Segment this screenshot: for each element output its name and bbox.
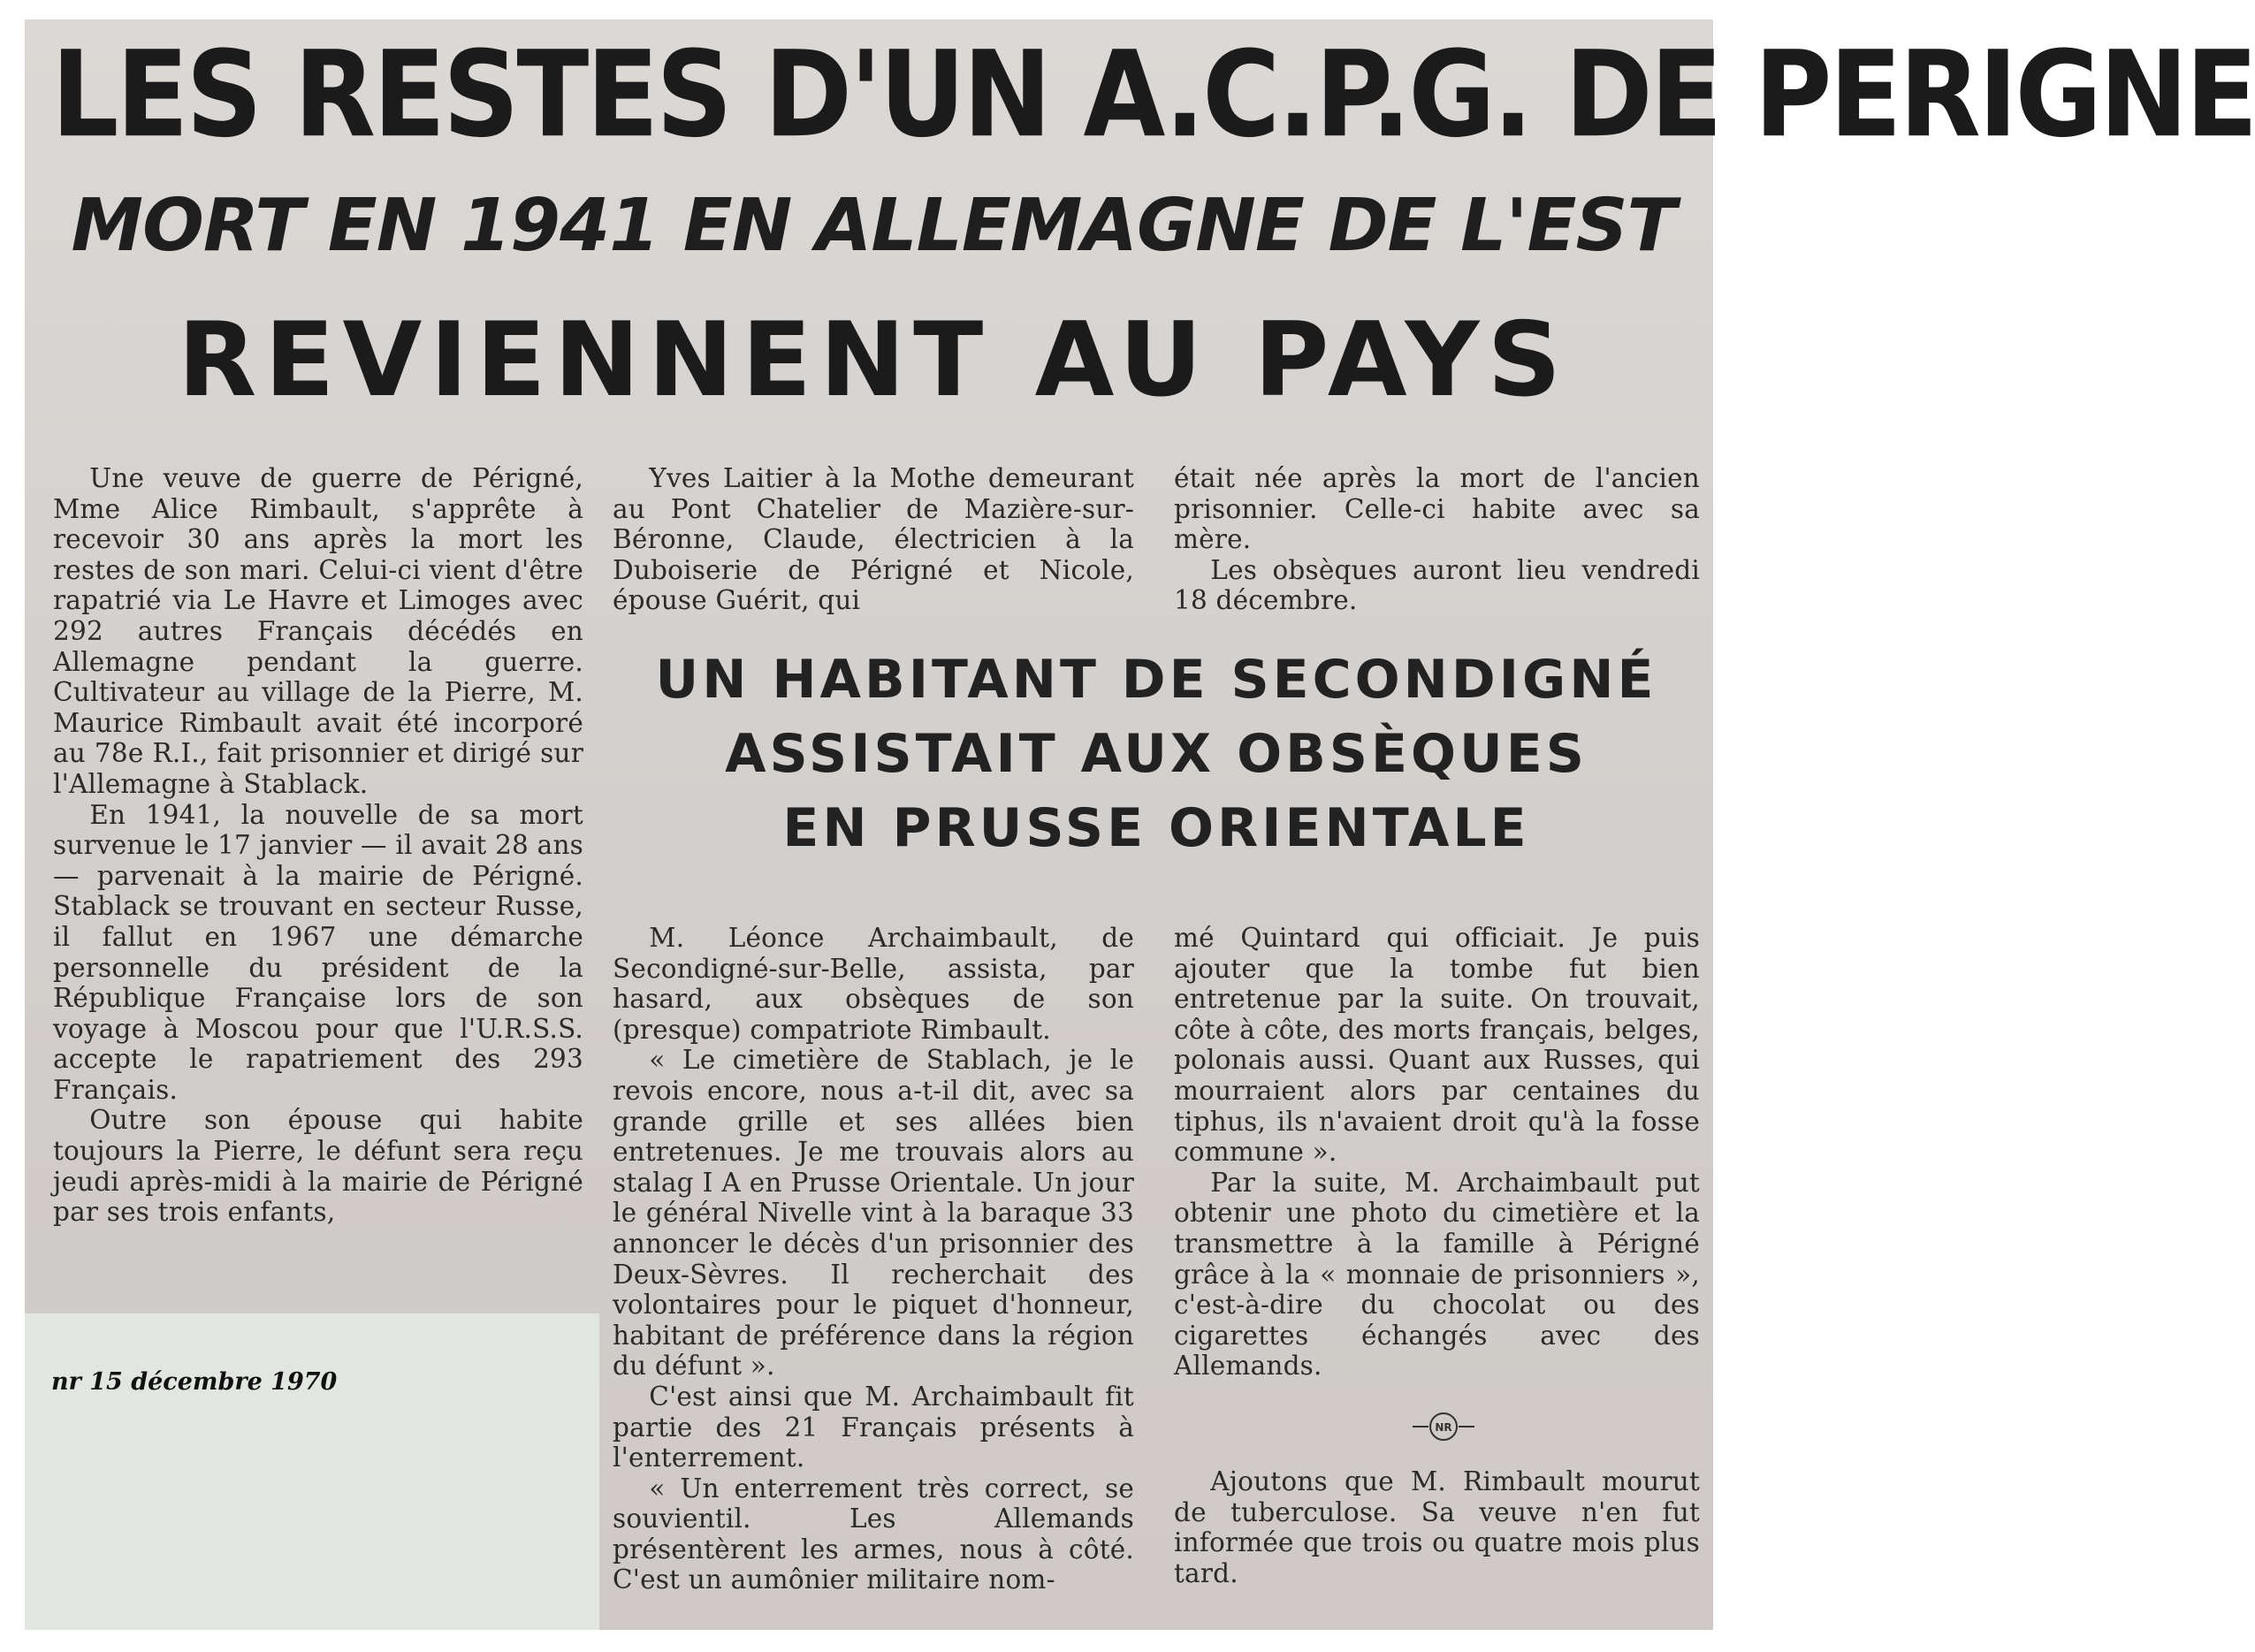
col1-paragraph-1: Une veuve de guerre de Périgné, Mme Alice Rimbault, s'apprête à recevoir 30 ans après la mort les restes de son mari. Celui-ci vient d'être rapatrié via Le Havre et Limoges avec 292 autres Français décédés en Allemagne pendant la guerre. Cultivateur au village de la Pierre, M. Maurice Rimbault avait été incorporé au 78e R.I., fait prisonnier et dirigé sur l'Allemagne à Stablack. <box>53 463 583 799</box>
date-caption: nr 15 décembre 1970 <box>51 1368 338 1396</box>
newspaper-logo-icon <box>1413 1412 1474 1442</box>
col2-bottom-paragraph-2: « Le cimetière de Stablach, je le revois encore, nous a-t-il dit, avec sa grande grille et ses allées bien entretenues. Je me trouvais alors au stalag I A en Prusse Orientale. Un jour le général Nivelle vint à la baraque 33 annoncer le décès d'un prisonnier des Deux-Sèvres. Il recherchait des volontaires pour le piquet d'honneur, habitant de préférence dans la région du défunt ». <box>613 1045 1134 1382</box>
newspaper-logo-text: NR <box>1435 1421 1452 1434</box>
column-3-bottom <box>1174 923 1700 1588</box>
col2-bottom-paragraph-4: « Un enterrement très correct, se souvientil. Les Allemands présentèrent les armes, nous à côté. C'est un aumônier militaire nom- <box>613 1473 1134 1595</box>
col1-paragraph-2: En 1941, la nouvelle de sa mort survenue le 17 janvier — il avait 28 ans — parvenait à la mairie de Périgné. Stablack se trouvant en secteur Russe, il fallut en 1967 une démarche personnelle du président de la République Française lors de son voyage à Moscou pour que l'U.R.S.S. accepte le rapatriement des 293 Français. <box>53 799 583 1105</box>
headline-line-3: REVIENNENT AU PAYS <box>177 301 1570 420</box>
column-2-bottom <box>613 923 1134 1595</box>
col3-top-paragraph-2: Les obsèques auront lieu vendredi 18 décembre. <box>1174 554 1700 616</box>
col3-bottom-paragraph-3: Ajoutons que M. Rimbault mourut de tuberculose. Sa veuve n'en fut informée que trois ou quatre mois plus tard. <box>1174 1465 1700 1588</box>
subheadline-line-2: ASSISTAIT AUX OBSÈQUES <box>725 723 1588 785</box>
subheadline-line-1: UN HABITANT DE SECONDIGNÉ <box>655 649 1657 711</box>
headline-line-1: LES RESTES D'UN A.C.P.G. DE PERIGNE <box>51 27 2255 164</box>
column-3-top <box>1174 463 1700 616</box>
col3-bottom-paragraph-1: mé Quintard qui officiait. Je puis ajouter que la tombe fut bien entretenue par la suite. On trouvait, côte à côte, des morts français, belges, polonais aussi. Quant aux Russes, qui mourraient alors par centaines du tiphus, ils n'avaient droit qu'à la fosse commune ». <box>1174 923 1700 1168</box>
subheadline-line-3: EN PRUSSE ORIENTALE <box>782 797 1530 859</box>
col2-bottom-paragraph-3: C'est ainsi que M. Archaimbault fit partie des 21 Français présents à l'enterrement. <box>613 1381 1134 1473</box>
col1-paragraph-3: Outre son épouse qui habite toujours la Pierre, le défunt sera reçu jeudi après-midi à la mairie de Périgné par ses trois enfants, <box>53 1105 583 1228</box>
col3-bottom-paragraph-2: Par la suite, M. Archaimbault put obtenir une photo du cimetière et la transmettre à la famille à Périgné grâce à la « monnaie de prisonniers », c'est-à-dire du chocolat ou des cigarettes échangés avec des Allemands. <box>1174 1167 1700 1382</box>
col2-bottom-paragraph-1: M. Léonce Archaimbault, de Secondigné-sur-Belle, assista, par hasard, aux obsèques de son (presque) compatriote Rimbault. <box>613 923 1134 1045</box>
headline-line-2: MORT EN 1941 EN ALLEMAGNE DE L'EST <box>71 184 1676 268</box>
col3-top-paragraph-1: était née après la mort de l'ancien prisonnier. Celle-ci habite avec sa mère. <box>1174 463 1700 555</box>
column-1 <box>53 463 583 1228</box>
caption-box <box>25 1313 599 1630</box>
subheadline <box>599 643 1713 865</box>
column-2-top <box>613 463 1134 616</box>
col2-top-paragraph: Yves Laitier à la Mothe demeurant au Pont Chatelier de Mazière-sur-Béronne, Claude, électricien à la Duboiserie de Périgné et Nicole, épouse Guérit, qui <box>613 463 1134 616</box>
